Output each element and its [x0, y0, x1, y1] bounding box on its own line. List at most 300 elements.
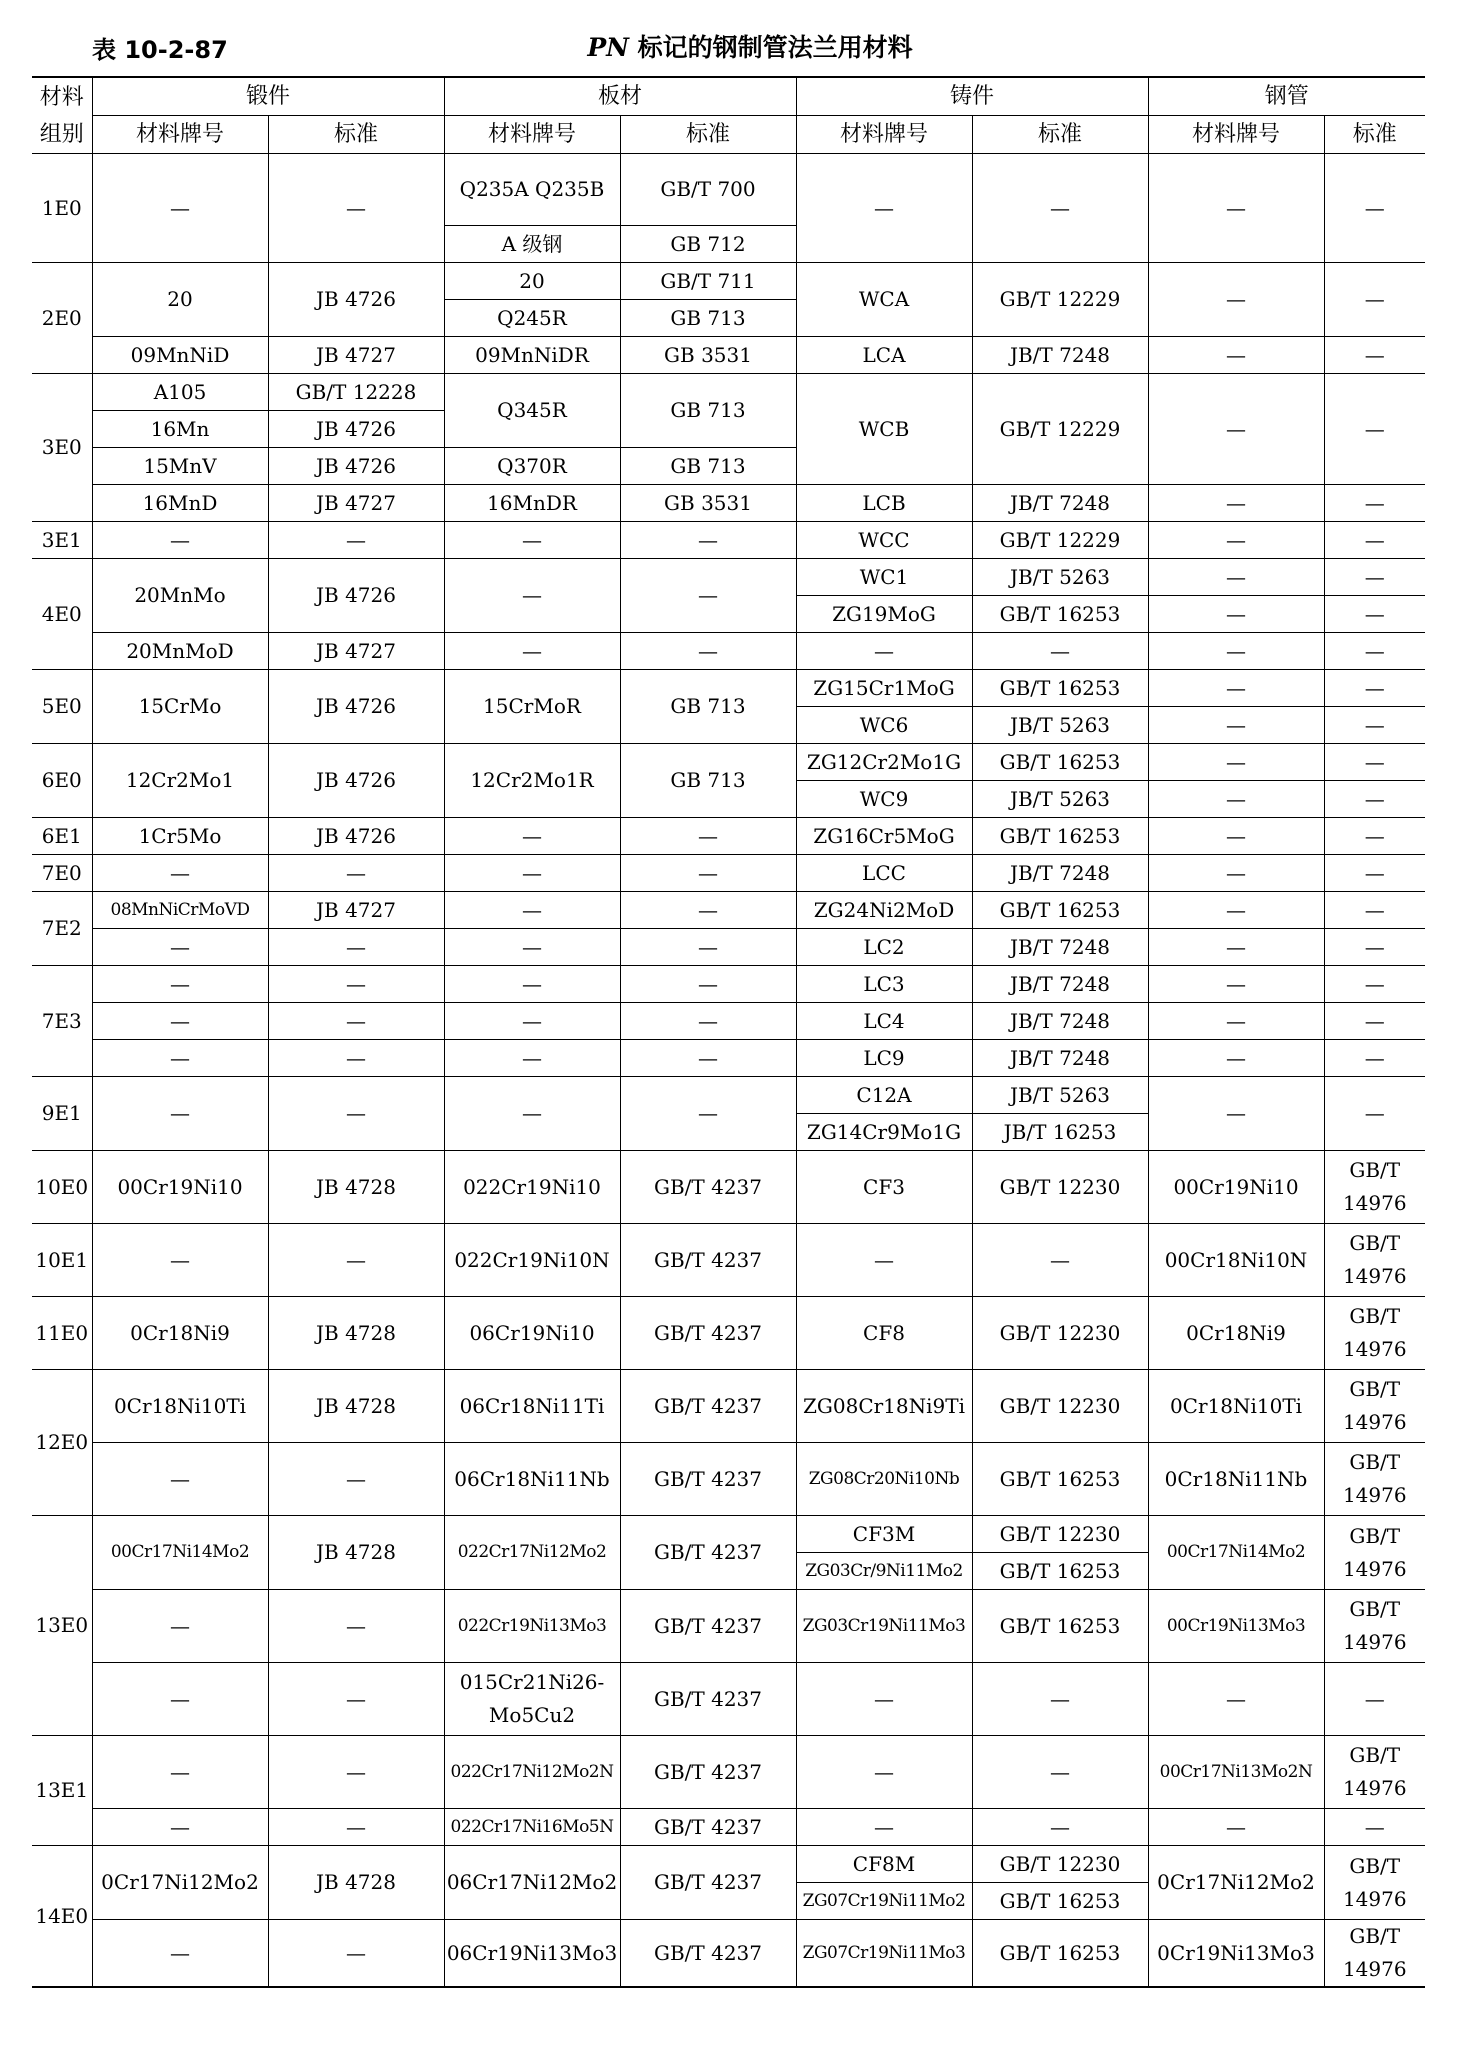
forging-standard-cell: —	[268, 929, 444, 966]
table-row	[32, 154, 1425, 190]
pipe-standard-cell: —	[1324, 1003, 1425, 1040]
plate-grade-cell: —	[444, 818, 620, 855]
table-row	[32, 1846, 1425, 1883]
table-row	[32, 263, 1425, 300]
casting-grade-cell: —	[796, 154, 972, 263]
plate-standard-cell: GB 713	[620, 448, 796, 485]
material-group-cell: 2E0	[32, 263, 92, 374]
plate-grade-cell: 16MnDR	[444, 485, 620, 522]
pipe-standard-cell: —	[1324, 818, 1425, 855]
casting-grade-cell: ZG14Cr9Mo1G	[796, 1114, 972, 1151]
casting-standard-cell: JB/T 5263	[972, 781, 1148, 818]
plate-standard-cell: GB/T 700	[620, 154, 796, 226]
pipe-grade-cell: —	[1148, 966, 1324, 1003]
pipe-standard-cell: —	[1324, 670, 1425, 707]
casting-standard-cell: —	[972, 1736, 1148, 1809]
table-row	[32, 855, 1425, 892]
forging-standard-cell: JB 4728	[268, 1846, 444, 1920]
table-row	[32, 966, 1425, 1003]
header-casting-standard: 标准	[972, 116, 1148, 154]
pipe-standard-cell: GB/T 14976	[1324, 1516, 1425, 1590]
plate-standard-cell: —	[620, 818, 796, 855]
plate-grade-cell: —	[444, 1040, 620, 1077]
forging-grade-cell: 16MnD	[92, 485, 268, 522]
casting-grade-cell: —	[796, 1224, 972, 1297]
plate-standard-cell: GB/T 4237	[620, 1663, 796, 1736]
pipe-grade-cell: —	[1148, 337, 1324, 374]
material-group-cell: 9E1	[32, 1077, 92, 1151]
plate-grade-cell: 12Cr2Mo1R	[444, 744, 620, 818]
casting-grade-cell: ZG03Cr/9Ni11Mo2	[796, 1553, 972, 1590]
table-row	[32, 818, 1425, 855]
plate-grade-cell: 20	[444, 263, 620, 300]
casting-standard-cell: GB/T 12229	[972, 522, 1148, 559]
pipe-grade-cell: —	[1148, 744, 1324, 781]
plate-grade-cell: Q345R	[444, 374, 620, 448]
forging-grade-cell: 15MnV	[92, 448, 268, 485]
forging-grade-cell: —	[92, 1040, 268, 1077]
plate-standard-cell: —	[620, 559, 796, 633]
forging-grade-cell: 1Cr5Mo	[92, 818, 268, 855]
pipe-standard-cell: —	[1324, 559, 1425, 596]
pipe-grade-cell: —	[1148, 154, 1324, 263]
casting-grade-cell: ZG03Cr19Ni11Mo3	[796, 1590, 972, 1663]
pipe-standard-cell: —	[1324, 1040, 1425, 1077]
pipe-standard-cell: GB/T 14976	[1324, 1590, 1425, 1663]
pipe-grade-cell: —	[1148, 892, 1324, 929]
casting-standard-cell: GB/T 16253	[972, 1553, 1148, 1590]
plate-standard-cell: GB/T 4237	[620, 1443, 796, 1516]
material-group-cell: 3E1	[32, 522, 92, 559]
forging-standard-cell: JB 4726	[268, 448, 444, 485]
plate-standard-cell: GB 713	[620, 744, 796, 818]
table-row	[32, 116, 1425, 154]
casting-grade-cell: ZG19MoG	[796, 596, 972, 633]
forging-standard-cell: —	[268, 1920, 444, 1988]
material-group-cell: 3E0	[32, 374, 92, 522]
pipe-grade-cell: —	[1148, 670, 1324, 707]
pipe-standard-cell: —	[1324, 744, 1425, 781]
pipe-grade-cell: —	[1148, 596, 1324, 633]
casting-standard-cell: GB/T 16253	[972, 670, 1148, 707]
pipe-standard-cell: —	[1324, 781, 1425, 818]
forging-standard-cell: —	[268, 1736, 444, 1809]
plate-standard-cell: —	[620, 892, 796, 929]
forging-grade-cell: —	[92, 1077, 268, 1151]
casting-grade-cell: LC2	[796, 929, 972, 966]
plate-standard-cell: —	[620, 1003, 796, 1040]
pipe-standard-cell: GB/T 14976	[1324, 1297, 1425, 1370]
header-forging-grade: 材料牌号	[92, 116, 268, 154]
table-row	[32, 1516, 1425, 1553]
forging-standard-cell: —	[268, 154, 444, 263]
forging-grade-cell: —	[92, 1736, 268, 1809]
pipe-standard-cell: —	[1324, 855, 1425, 892]
pipe-standard-cell: GB/T 14976	[1324, 1846, 1425, 1920]
plate-standard-cell: GB/T 4237	[620, 1846, 796, 1920]
material-group-cell: 12E0	[32, 1370, 92, 1516]
casting-grade-cell: ZG15Cr1MoG	[796, 670, 972, 707]
forging-grade-cell: —	[92, 1003, 268, 1040]
pipe-standard-cell: —	[1324, 522, 1425, 559]
table-row	[32, 1077, 1425, 1114]
casting-standard-cell: GB/T 16253	[972, 1590, 1148, 1663]
casting-standard-cell: GB/T 12230	[972, 1516, 1148, 1553]
table-row	[32, 892, 1425, 929]
pipe-grade-cell: —	[1148, 1663, 1324, 1736]
plate-grade-cell: 06Cr19Ni13Mo3	[444, 1920, 620, 1988]
plate-grade-cell: —	[444, 855, 620, 892]
forging-standard-cell: JB 4726	[268, 559, 444, 633]
header-forging: 锻件	[92, 77, 444, 116]
plate-grade-cell: —	[444, 966, 620, 1003]
table-row	[32, 1590, 1425, 1663]
forging-standard-cell: JB 4728	[268, 1516, 444, 1590]
plate-standard-cell: GB/T 4237	[620, 1920, 796, 1988]
pipe-grade-cell: —	[1148, 855, 1324, 892]
plate-grade-cell: —	[444, 559, 620, 633]
pipe-standard-cell: —	[1324, 337, 1425, 374]
casting-grade-cell: WC1	[796, 559, 972, 596]
pipe-grade-cell: 0Cr18Ni11Nb	[1148, 1443, 1324, 1516]
casting-grade-cell: LC3	[796, 966, 972, 1003]
plate-standard-cell: —	[620, 522, 796, 559]
casting-standard-cell: JB/T 7248	[972, 337, 1148, 374]
table-row	[32, 1663, 1425, 1736]
table-row	[32, 1920, 1425, 1988]
material-group-cell: 13E1	[32, 1736, 92, 1846]
plate-standard-cell: —	[620, 855, 796, 892]
plate-grade-cell: —	[444, 1003, 620, 1040]
casting-grade-cell: LC9	[796, 1040, 972, 1077]
casting-grade-cell: —	[796, 1736, 972, 1809]
header-plate-grade: 材料牌号	[444, 116, 620, 154]
table-number: 表 10-2-87	[92, 36, 228, 64]
casting-grade-cell: WCC	[796, 522, 972, 559]
pipe-grade-cell: —	[1148, 1003, 1324, 1040]
table-title-text: 标记的钢制管法兰用材料	[628, 33, 913, 62]
casting-grade-cell: CF8M	[796, 1846, 972, 1883]
plate-grade-cell: —	[444, 929, 620, 966]
forging-grade-cell: 12Cr2Mo1	[92, 744, 268, 818]
forging-standard-cell: JB 4727	[268, 892, 444, 929]
material-group-cell: 13E0	[32, 1516, 92, 1736]
table-row	[32, 337, 1425, 374]
pipe-standard-cell: —	[1324, 1809, 1425, 1846]
casting-grade-cell: LCB	[796, 485, 972, 522]
casting-standard-cell: JB/T 7248	[972, 855, 1148, 892]
casting-standard-cell: GB/T 16253	[972, 744, 1148, 781]
plate-standard-cell: GB/T 4237	[620, 1736, 796, 1809]
plate-standard-cell: GB/T 4237	[620, 1516, 796, 1590]
casting-grade-cell: WC9	[796, 781, 972, 818]
casting-grade-cell: —	[796, 633, 972, 670]
forging-grade-cell: 09MnNiD	[92, 337, 268, 374]
forging-standard-cell: —	[268, 522, 444, 559]
flange-materials-table	[32, 76, 1425, 1988]
table-row	[32, 1151, 1425, 1224]
pipe-standard-cell: GB/T 14976	[1324, 1224, 1425, 1297]
forging-grade-cell: —	[92, 929, 268, 966]
forging-grade-cell: 08MnNiCrMoVD	[92, 892, 268, 929]
pipe-grade-cell: —	[1148, 485, 1324, 522]
forging-standard-cell: —	[268, 966, 444, 1003]
forging-standard-cell: JB 4727	[268, 633, 444, 670]
casting-grade-cell: ZG07Cr19Ni11Mo3	[796, 1920, 972, 1988]
plate-grade-cell: 022Cr17Ni12Mo2	[444, 1516, 620, 1590]
casting-standard-cell: JB/T 16253	[972, 1114, 1148, 1151]
material-group-cell: 5E0	[32, 670, 92, 744]
forging-standard-cell: JB 4726	[268, 744, 444, 818]
plate-grade-cell: 06Cr19Ni10	[444, 1297, 620, 1370]
plate-grade-cell: 06Cr18Ni11Nb	[444, 1443, 620, 1516]
table-row	[32, 1370, 1425, 1443]
casting-standard-cell: GB/T 16253	[972, 596, 1148, 633]
casting-grade-cell: CF3M	[796, 1516, 972, 1553]
forging-standard-cell: GB/T 12228	[268, 374, 444, 411]
pipe-grade-cell: 0Cr19Ni13Mo3	[1148, 1920, 1324, 1988]
header-pipe-grade: 材料牌号	[1148, 116, 1324, 154]
pipe-grade-cell: —	[1148, 929, 1324, 966]
plate-grade-cell: Q235A Q235B	[444, 154, 620, 226]
casting-standard-cell: GB/T 16253	[972, 1443, 1148, 1516]
pipe-grade-cell: —	[1148, 781, 1324, 818]
material-group-cell: 1E0	[32, 154, 92, 263]
pipe-standard-cell: —	[1324, 892, 1425, 929]
pipe-grade-cell: 00Cr17Ni13Mo2N	[1148, 1736, 1324, 1809]
plate-standard-cell: GB 713	[620, 670, 796, 744]
forging-standard-cell: —	[268, 1003, 444, 1040]
header-casting-grade: 材料牌号	[796, 116, 972, 154]
table-row	[32, 559, 1425, 596]
header-forging-standard: 标准	[268, 116, 444, 154]
plate-standard-cell: —	[620, 966, 796, 1003]
casting-standard-cell: —	[972, 633, 1148, 670]
pipe-grade-cell: —	[1148, 1040, 1324, 1077]
plate-grade-cell: —	[444, 633, 620, 670]
casting-standard-cell: GB/T 16253	[972, 818, 1148, 855]
casting-grade-cell: —	[796, 1663, 972, 1736]
pipe-standard-cell: GB/T 14976	[1324, 1151, 1425, 1224]
casting-grade-cell: LCA	[796, 337, 972, 374]
plate-standard-cell: —	[620, 633, 796, 670]
pipe-standard-cell: —	[1324, 263, 1425, 337]
table-row	[32, 1297, 1425, 1370]
plate-standard-cell: GB/T 4237	[620, 1151, 796, 1224]
pipe-grade-cell: —	[1148, 263, 1324, 337]
pipe-standard-cell: —	[1324, 154, 1425, 263]
plate-standard-cell: GB 3531	[620, 337, 796, 374]
casting-standard-cell: —	[972, 1224, 1148, 1297]
material-group-cell: 10E1	[32, 1224, 92, 1297]
forging-standard-cell: JB 4727	[268, 337, 444, 374]
casting-grade-cell: CF8	[796, 1297, 972, 1370]
forging-standard-cell: JB 4726	[268, 818, 444, 855]
plate-grade-cell: —	[444, 522, 620, 559]
pipe-standard-cell: GB/T 14976	[1324, 1920, 1425, 1988]
table-row	[32, 1443, 1425, 1516]
casting-standard-cell: GB/T 12229	[972, 263, 1148, 337]
plate-standard-cell: GB/T 4237	[620, 1297, 796, 1370]
plate-grade-cell: 022Cr19Ni13Mo3	[444, 1590, 620, 1663]
table-title	[400, 28, 1100, 64]
casting-grade-cell: LCC	[796, 855, 972, 892]
material-group-cell: 6E1	[32, 818, 92, 855]
pipe-standard-cell: —	[1324, 929, 1425, 966]
table-row	[32, 1040, 1425, 1077]
casting-grade-cell: ZG07Cr19Ni11Mo2	[796, 1883, 972, 1920]
casting-standard-cell: JB/T 7248	[972, 966, 1148, 1003]
casting-standard-cell: GB/T 16253	[972, 1920, 1148, 1988]
forging-standard-cell: —	[268, 855, 444, 892]
pipe-grade-cell: 00Cr19Ni10	[1148, 1151, 1324, 1224]
forging-grade-cell: A105	[92, 374, 268, 411]
pipe-grade-cell: 00Cr19Ni13Mo3	[1148, 1590, 1324, 1663]
casting-grade-cell: C12A	[796, 1077, 972, 1114]
table-row	[32, 485, 1425, 522]
plate-standard-cell: —	[620, 1077, 796, 1151]
plate-grade-cell: 015Cr21Ni26-Mo5Cu2	[444, 1663, 620, 1736]
plate-standard-cell: GB 712	[620, 226, 796, 263]
forging-standard-cell: JB 4728	[268, 1297, 444, 1370]
table-row	[32, 77, 1425, 116]
pipe-grade-cell: —	[1148, 559, 1324, 596]
casting-standard-cell: GB/T 12230	[972, 1846, 1148, 1883]
casting-grade-cell: LC4	[796, 1003, 972, 1040]
casting-standard-cell: JB/T 5263	[972, 707, 1148, 744]
casting-standard-cell: JB/T 7248	[972, 485, 1148, 522]
plate-standard-cell: GB/T 4237	[620, 1809, 796, 1846]
casting-standard-cell: JB/T 7248	[972, 1003, 1148, 1040]
pipe-grade-cell: —	[1148, 633, 1324, 670]
casting-standard-cell: GB/T 12230	[972, 1151, 1148, 1224]
header-pipe: 钢管	[1148, 77, 1425, 116]
pipe-standard-cell: —	[1324, 1077, 1425, 1151]
forging-grade-cell: —	[92, 1224, 268, 1297]
forging-grade-cell: 20MnMo	[92, 559, 268, 633]
forging-grade-cell: 0Cr18Ni10Ti	[92, 1370, 268, 1443]
forging-standard-cell: —	[268, 1590, 444, 1663]
forging-standard-cell: JB 4726	[268, 411, 444, 448]
forging-grade-cell: —	[92, 1809, 268, 1846]
material-group-cell: 14E0	[32, 1846, 92, 1988]
forging-standard-cell: JB 4726	[268, 263, 444, 337]
forging-grade-cell: 20MnMoD	[92, 633, 268, 670]
casting-standard-cell: —	[972, 1809, 1148, 1846]
casting-grade-cell: ZG08Cr18Ni9Ti	[796, 1370, 972, 1443]
casting-standard-cell: GB/T 12229	[972, 374, 1148, 485]
casting-standard-cell: GB/T 12230	[972, 1297, 1148, 1370]
forging-standard-cell: —	[268, 1809, 444, 1846]
pipe-standard-cell: GB/T 14976	[1324, 1370, 1425, 1443]
casting-standard-cell: JB/T 7248	[972, 1040, 1148, 1077]
pipe-grade-cell: —	[1148, 522, 1324, 559]
forging-standard-cell: —	[268, 1077, 444, 1151]
plate-standard-cell: GB 713	[620, 374, 796, 448]
plate-standard-cell: GB/T 711	[620, 263, 796, 300]
forging-standard-cell: JB 4728	[268, 1370, 444, 1443]
plate-grade-cell: A 级钢	[444, 226, 620, 263]
material-group-cell: 7E2	[32, 892, 92, 966]
casting-standard-cell: GB/T 12230	[972, 1370, 1148, 1443]
forging-grade-cell: —	[92, 1920, 268, 1988]
table-row	[32, 633, 1425, 670]
pipe-standard-cell: —	[1324, 596, 1425, 633]
pipe-grade-cell: —	[1148, 818, 1324, 855]
plate-grade-cell: 022Cr19Ni10N	[444, 1224, 620, 1297]
table-row	[32, 1736, 1425, 1809]
material-group-cell: 10E0	[32, 1151, 92, 1224]
forging-standard-cell: —	[268, 1663, 444, 1736]
table-row	[32, 670, 1425, 707]
pipe-standard-cell: —	[1324, 633, 1425, 670]
pipe-standard-cell: —	[1324, 374, 1425, 485]
pipe-grade-cell: —	[1148, 1809, 1324, 1846]
plate-grade-cell: 022Cr19Ni10	[444, 1151, 620, 1224]
pipe-grade-cell: 0Cr17Ni12Mo2	[1148, 1846, 1324, 1920]
table-row	[32, 744, 1425, 781]
forging-grade-cell: —	[92, 154, 268, 263]
header-casting: 铸件	[796, 77, 1148, 116]
material-group-cell: 7E3	[32, 966, 92, 1077]
plate-standard-cell: GB/T 4237	[620, 1590, 796, 1663]
forging-grade-cell: —	[92, 966, 268, 1003]
material-group-cell: 11E0	[32, 1297, 92, 1370]
casting-grade-cell: —	[796, 1809, 972, 1846]
plate-grade-cell: Q245R	[444, 300, 620, 337]
pipe-standard-cell: —	[1324, 485, 1425, 522]
plate-standard-cell: —	[620, 929, 796, 966]
forging-standard-cell: JB 4728	[268, 1151, 444, 1224]
casting-grade-cell: WCA	[796, 263, 972, 337]
header-pipe-standard: 标准	[1324, 116, 1425, 154]
plate-grade-cell: 15CrMoR	[444, 670, 620, 744]
forging-standard-cell: —	[268, 1040, 444, 1077]
plate-standard-cell: GB/T 4237	[620, 1224, 796, 1297]
pipe-standard-cell: —	[1324, 1663, 1425, 1736]
table-row	[32, 374, 1425, 411]
forging-grade-cell: 15CrMo	[92, 670, 268, 744]
pipe-grade-cell: 00Cr17Ni14Mo2	[1148, 1516, 1324, 1590]
pipe-standard-cell: —	[1324, 707, 1425, 744]
plate-standard-cell: GB/T 4237	[620, 1370, 796, 1443]
casting-grade-cell: CF3	[796, 1151, 972, 1224]
casting-standard-cell: —	[972, 1663, 1148, 1736]
plate-grade-cell: —	[444, 892, 620, 929]
header-material-group: 材料组别	[32, 77, 92, 154]
forging-standard-cell: —	[268, 1224, 444, 1297]
plate-grade-cell: Q370R	[444, 448, 620, 485]
table-row	[32, 1809, 1425, 1846]
plate-standard-cell: —	[620, 1040, 796, 1077]
pipe-grade-cell: —	[1148, 707, 1324, 744]
pipe-standard-cell: GB/T 14976	[1324, 1443, 1425, 1516]
table-title-pn: PN	[587, 33, 629, 62]
plate-grade-cell: —	[444, 1077, 620, 1151]
table-caption	[0, 22, 1457, 62]
forging-grade-cell: —	[92, 1590, 268, 1663]
material-group-cell: 7E0	[32, 855, 92, 892]
header-plate-standard: 标准	[620, 116, 796, 154]
forging-standard-cell: —	[268, 1443, 444, 1516]
casting-standard-cell: JB/T 5263	[972, 559, 1148, 596]
plate-grade-cell: 022Cr17Ni16Mo5N	[444, 1809, 620, 1846]
plate-grade-cell: 06Cr17Ni12Mo2	[444, 1846, 620, 1920]
casting-grade-cell: ZG08Cr20Ni10Nb	[796, 1443, 972, 1516]
forging-grade-cell: —	[92, 855, 268, 892]
table-row	[32, 1224, 1425, 1297]
plate-grade-cell: 09MnNiDR	[444, 337, 620, 374]
